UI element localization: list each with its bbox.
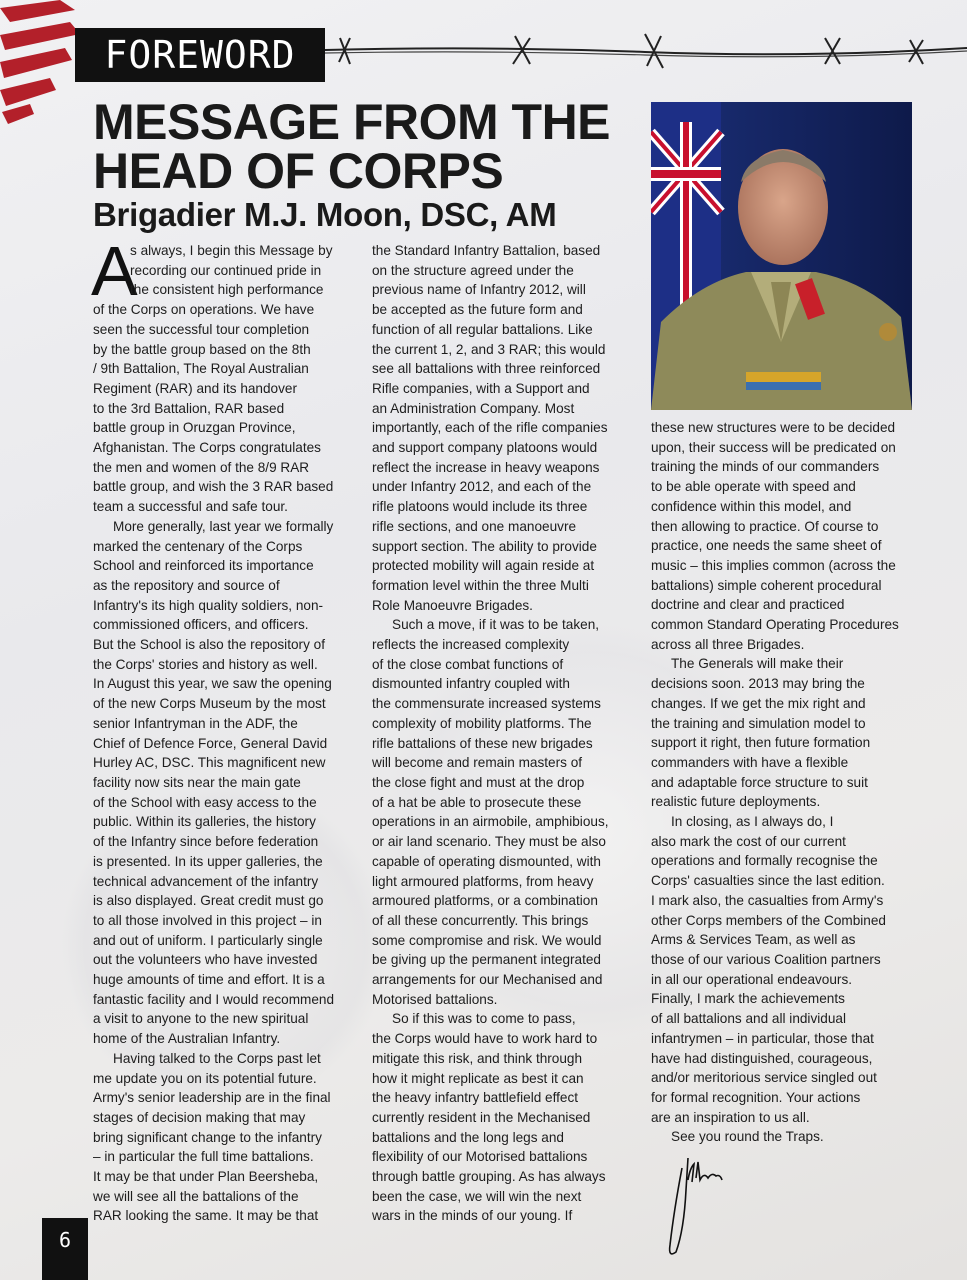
text-line: upon, their success will be predicated on (651, 439, 896, 455)
text-line: we will see all the battalions of the (93, 1188, 299, 1204)
signature (660, 1150, 740, 1260)
text-line: complexity of mobility platforms. The (372, 715, 592, 731)
text-line: team a successful and safe tour. (93, 499, 288, 515)
text-line: capable of operating dismounted, with (372, 853, 601, 869)
text-line: Infantry's its high quality soldiers, non- (93, 597, 324, 613)
text-line: School and reinforced its importance (93, 558, 314, 574)
text-line: previous name of Infantry 2012, will (372, 282, 586, 298)
text-line: seen the successful tour completion (93, 321, 310, 337)
text-line: battalions) simple coherent procedural (651, 577, 882, 593)
text-line: operations and formally recognise the (651, 853, 878, 869)
text-line: the consistent high performance (130, 282, 324, 298)
text-line: function of all regular battalions. Like (372, 321, 593, 337)
text-line: Motorised battalions. (372, 991, 498, 1007)
text-line: by the battle group based on the 8th (93, 341, 311, 357)
text-line: public. Within its galleries, the history (93, 814, 316, 830)
text-line: – in particular the full time battalions. (93, 1149, 314, 1165)
text-line: Role Manoeuvre Brigades. (372, 597, 533, 613)
text-line: More generally, last year we formally (113, 518, 334, 534)
text-line: been the case, we will win the next (372, 1188, 582, 1204)
text-line: fantastic facility and I would recommend (93, 991, 335, 1007)
text-line: how it might replicate as best it can (372, 1070, 584, 1086)
text-line: of the close combat functions of (372, 656, 564, 672)
text-line: these new structures were to be decided (651, 420, 896, 435)
text-line: Having talked to the Corps past let (113, 1050, 321, 1066)
text-line: It may be that under Plan Beersheba, (93, 1169, 319, 1185)
text-line: technical advancement of the infantry (93, 873, 319, 889)
text-line: rifle sections, and one manoeuvre (372, 518, 577, 534)
text-line: to all those involved in this project – in (93, 912, 322, 928)
text-line: formation level within the three Multi (372, 577, 589, 593)
text-line: The Generals will make their (671, 656, 844, 672)
text-line: But the School is also the repository of (93, 637, 325, 653)
text-line: reflect the increase in heavy weapons (372, 459, 600, 475)
section-label: FOREWORD (75, 28, 325, 82)
text-line: rifle battalions of these new brigades (372, 735, 593, 751)
text-line: of all battalions and all individual (651, 1011, 846, 1027)
text-line: recording our continued pride in (130, 262, 322, 278)
title-line: HEAD OF CORPS (93, 143, 504, 199)
text-line: support it right, then future formation (651, 735, 871, 751)
text-line: s always, I begin this Message by (130, 243, 333, 258)
text-line: of the School with easy access to the (93, 794, 317, 810)
text-line: battalions and the long legs and (372, 1129, 564, 1145)
article-column-3 (651, 418, 921, 1147)
text-line: commissioned officers, and officers. (93, 617, 309, 633)
text-line: also mark the cost of our current (651, 833, 846, 849)
text-line: senior Infantryman in the ADF, the (93, 715, 298, 731)
text-line: currently resident in the Mechanised (372, 1109, 591, 1125)
text-line: Afghanistan. The Corps congratulates (93, 440, 321, 456)
text-line: music – this implies common (across the (651, 557, 896, 573)
text-line: and support company platoons would (372, 440, 598, 456)
text-line: me update you on its potential future. (93, 1070, 317, 1086)
text-line: Army's senior leadership are in the final (93, 1090, 331, 1106)
text-line: rifle platoons would include its three (372, 499, 588, 515)
text-line: Such a move, if it was to be taken, (392, 617, 600, 633)
text-line: of a hat be able to prosecute these (372, 794, 582, 810)
text-line: armoured platforms, or a combination (372, 893, 598, 909)
text-line: is presented. In its upper galleries, the (93, 853, 323, 869)
text-line: an Administration Company. Most (372, 400, 575, 416)
paragraph (372, 615, 642, 1009)
text-line: a visit to anyone to the new spiritual (93, 1011, 309, 1027)
paragraph (93, 1049, 363, 1226)
text-line: flexibility of our Motorised battalions (372, 1149, 588, 1165)
text-line: as the repository and source of (93, 577, 280, 593)
text-line: and out of uniform. I particularly single (93, 932, 323, 948)
paragraph (372, 1009, 642, 1226)
text-line: bring significant change to the infantry (93, 1129, 322, 1145)
paragraph (651, 654, 921, 812)
text-line: the heavy infantry battlefield effect (372, 1090, 579, 1106)
article-column-1 (93, 241, 363, 1226)
text-line: across all three Brigades. (651, 636, 805, 652)
text-line: other Corps members of the Combined (651, 912, 886, 928)
text-line: the Standard Infantry Battalion, based (372, 243, 601, 258)
text-line: on the structure agreed under the (372, 262, 574, 278)
title-line: MESSAGE FROM THE (93, 94, 611, 150)
text-line: Finally, I mark the achievements (651, 991, 845, 1007)
text-line: the close fight and must at the drop (372, 774, 585, 790)
paragraph (93, 241, 363, 517)
barbed-wire-decoration (325, 30, 967, 75)
text-line: to be able operate with speed and (651, 479, 856, 495)
text-line: protected mobility will again reside at (372, 558, 595, 574)
text-line: / 9th Battalion, The Royal Australian (93, 361, 309, 377)
paragraph (651, 1127, 921, 1147)
text-line: battle group in Oruzgan Province, (93, 420, 296, 436)
text-line: So if this was to come to pass, (392, 1011, 576, 1027)
text-line: light armoured platforms, from heavy (372, 873, 594, 889)
text-line: practice, one needs the same sheet of (651, 538, 882, 554)
text-line: reflects the increased complexity (372, 637, 570, 653)
text-line: some compromise and risk. We would (372, 932, 602, 948)
text-line: See you round the Traps. (671, 1129, 824, 1145)
text-line: realistic future deployments. (651, 794, 821, 810)
text-line: then allowing to practice. Of course to (651, 518, 879, 534)
text-line: under Infantry 2012, and each of the (372, 479, 592, 495)
text-line: changes. If we get the mix right and (651, 695, 866, 711)
text-line: wars in the minds of our young. If (372, 1208, 573, 1224)
text-line: out the volunteers who have invested (93, 952, 318, 968)
text-line: confidence within this model, and (651, 498, 852, 514)
text-line: battle group, and wish the 3 RAR based (93, 479, 334, 495)
text-line: marked the centenary of the Corps (93, 538, 303, 554)
text-line: RAR looking the same. It may be that (93, 1208, 319, 1224)
text-line: operations in an airmobile, amphibious, (372, 814, 609, 830)
text-line: Arms & Services Team, as well as (651, 932, 856, 948)
text-line: is also displayed. Great credit must go (93, 893, 324, 909)
text-line: will become and remain masters of (372, 755, 583, 771)
text-line: decisions soon. 2013 may bring the (651, 676, 865, 692)
text-line: the Corps' stories and history as well. (93, 656, 318, 672)
text-line: Rifle companies, with a Support and (372, 380, 590, 396)
text-line: doctrine and clear and practiced (651, 597, 845, 613)
text-line: for formal recognition. Your actions (651, 1089, 861, 1105)
text-line: huge amounts of time and effort. It is a (93, 972, 325, 988)
paragraph (651, 812, 921, 1127)
page-title (93, 94, 611, 199)
text-line: arrangements for our Mechanised and (372, 972, 603, 988)
author-byline: Brigadier M.J. Moon, DSC, AM (93, 196, 557, 233)
text-line: training the minds of our commanders (651, 459, 880, 475)
drop-cap: A (91, 232, 138, 310)
page-number: 6 (42, 1218, 88, 1280)
text-line: or air land scenario. They must be also (372, 834, 606, 850)
text-line: home of the Australian Infantry. (93, 1031, 281, 1047)
text-line: see all battalions with three reinforced (372, 361, 601, 377)
text-line: the commensurate increased systems (372, 696, 601, 712)
text-line: common Standard Operating Procedures (651, 617, 899, 633)
text-line: be giving up the permanent integrated (372, 952, 601, 968)
text-line: In closing, as I always do, I (671, 814, 834, 830)
text-line: the training and simulation model to (651, 715, 866, 731)
text-line: Chief of Defence Force, General David (93, 735, 328, 751)
text-line: in all our operational endeavours. (651, 971, 853, 987)
text-line: of the new Corps Museum by the most (93, 696, 326, 712)
text-line: and adaptable force structure to suit (651, 774, 868, 790)
text-line: mitigate this risk, and think through (372, 1050, 583, 1066)
paragraph (372, 241, 642, 615)
paragraph (651, 418, 921, 654)
text-line: of the Corps on operations. We have (93, 302, 315, 318)
text-line: of the Infantry since before federation (93, 834, 319, 850)
text-line: the current 1, 2, and 3 RAR; this would (372, 341, 606, 357)
text-line: to the 3rd Battalion, RAR based (93, 400, 285, 416)
text-line: dismounted infantry coupled with (372, 676, 570, 692)
text-line: those of our various Coalition partners (651, 951, 881, 967)
text-line: Hurley AC, DSC. This magnificent new (93, 755, 326, 771)
text-line: the men and women of the 8/9 RAR (93, 459, 310, 475)
article-column-2 (372, 241, 642, 1226)
text-line: have had distinguished, courageous, (651, 1050, 873, 1066)
text-line: I mark also, the casualties from Army's (651, 892, 884, 908)
text-line: infantrymen – in particular, those that (651, 1030, 874, 1046)
text-line: commanders with have a flexible (651, 754, 849, 770)
text-line: are an inspiration to us all. (651, 1109, 810, 1125)
text-line: importantly, each of the rifle companies (372, 420, 608, 436)
text-line: through battle grouping. As has always (372, 1169, 606, 1185)
text-line: Corps' casualties since the last edition. (651, 873, 885, 889)
text-line: Regiment (RAR) and its handover (93, 380, 297, 396)
text-line: stages of decision making that may (93, 1109, 306, 1125)
paragraph (93, 517, 363, 1049)
text-line: and/or meritorious service singled out (651, 1070, 877, 1086)
text-line: support section. The ability to provide (372, 538, 597, 554)
text-line: In August this year, we saw the opening (93, 676, 332, 692)
text-line: facility now sits near the main gate (93, 774, 301, 790)
text-line: the Corps would have to work hard to (372, 1031, 598, 1047)
text-line: be accepted as the future form and (372, 302, 583, 318)
text-line: of all these concurrently. This brings (372, 912, 589, 928)
portrait-photo (651, 102, 912, 410)
